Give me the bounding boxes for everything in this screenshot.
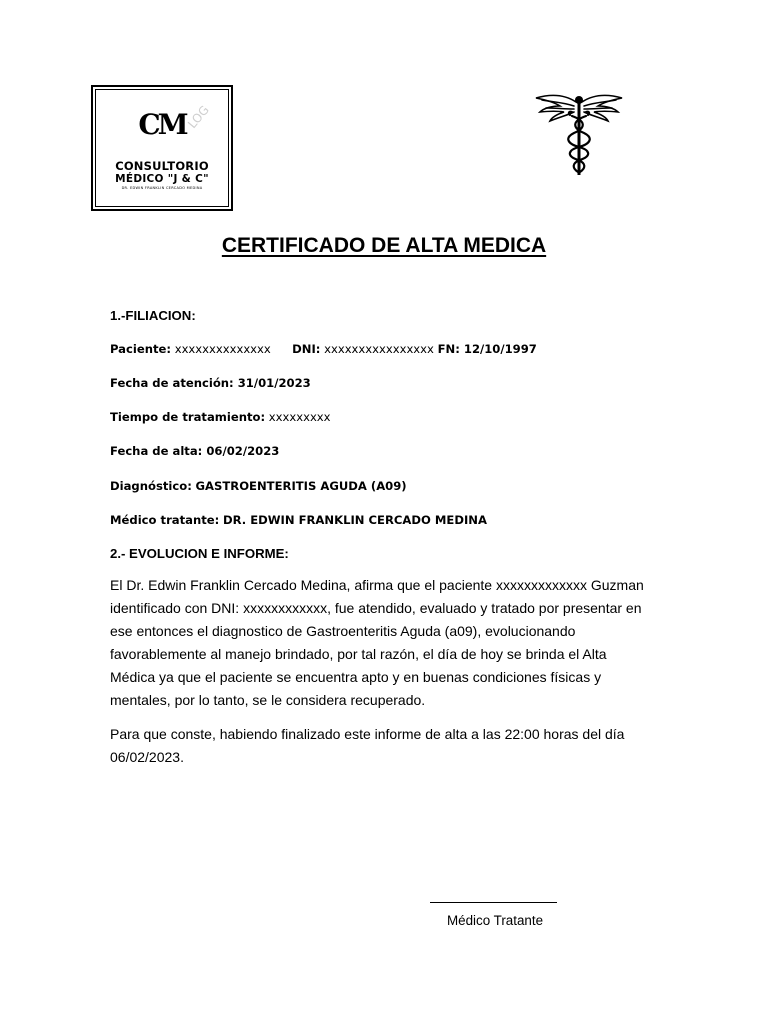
row-paciente [110,342,537,356]
row-medico-tratante [110,513,487,527]
row-diagnostico [110,479,407,493]
dni-label: DNI: [292,342,321,356]
diagnostico-value: GASTROENTERITIS AGUDA (A09) [195,479,407,493]
section-heading-evolucion: 2.- EVOLUCION E INFORME: [110,546,289,561]
fecha-atencion: Fecha de atención: 31/01/2023 [110,376,311,390]
paragraph-conste [110,723,640,769]
row-fecha-atencion [110,376,311,390]
medico-value: DR. EDWIN FRANKLIN CERCADO MEDINA [222,513,487,527]
paragraph-line: ese entonces el diagnostico de Gastroenteritis Aguda (a09), evolucionando [110,623,576,639]
section-heading-filiacion: 1.-FILIACION: [110,308,196,323]
paragraph-line: 06/02/2023. [110,749,184,765]
logo-watermark: LOG [185,102,212,132]
logo-monogram: CM [138,108,186,141]
tiempo-label: Tiempo de tratamiento: [110,410,266,424]
fn-label: FN: 12/10/1997 [437,342,537,356]
row-fecha-alta [110,444,279,458]
signature-line [430,902,557,903]
paragraph-line: Para que conste, habiendo finalizado este informe de alta a las 22:00 horas del día [110,726,625,742]
logo-line-consultorio: CONSULTORIO [115,159,209,173]
tiempo-value: xxxxxxxxx [268,410,331,424]
dni-value: xxxxxxxxxxxxxxxx [324,342,434,356]
paragraph-line: identificado con DNI: xxxxxxxxxxxx, fue atendido, evaluado y tratado por presentar en [110,600,642,616]
caduceus-icon [534,88,624,180]
signature-label: Médico Tratante [447,913,544,928]
clinic-logo [91,85,233,211]
paragraph-line: El Dr. Edwin Franklin Cercado Medina, afirma que el paciente xxxxxxxxxxxxx Guzman [110,577,644,593]
document-title: CERTIFICADO DE ALTA MEDICA [221,234,547,257]
paragraph-evolucion [110,574,644,712]
paciente-value: xxxxxxxxxxxxxx [174,342,271,356]
paragraph-line: favorablemente al manejo brindado, por tal razón, el día de hoy se brinda el Alta [110,646,607,662]
diagnostico-label: Diagnóstico: [110,479,192,493]
clinic-logo-frame [95,89,229,207]
medico-label: Médico tratante: [110,513,220,527]
paragraph-line: mentales, por lo tanto, se le considera recuperado. [110,692,426,708]
row-tiempo-tratamiento [110,410,331,424]
paciente-label: Paciente: [110,342,172,356]
fecha-alta: Fecha de alta: 06/02/2023 [110,444,280,458]
logo-line-medico: MÉDICO "J & C" [115,173,209,185]
logo-doctor-line: DR. EDWIN FRANKLIN CERCADO MEDINA [121,186,203,190]
paragraph-line: Médica ya que el paciente se encuentra apto y en buenas condiciones físicas y [110,669,602,685]
